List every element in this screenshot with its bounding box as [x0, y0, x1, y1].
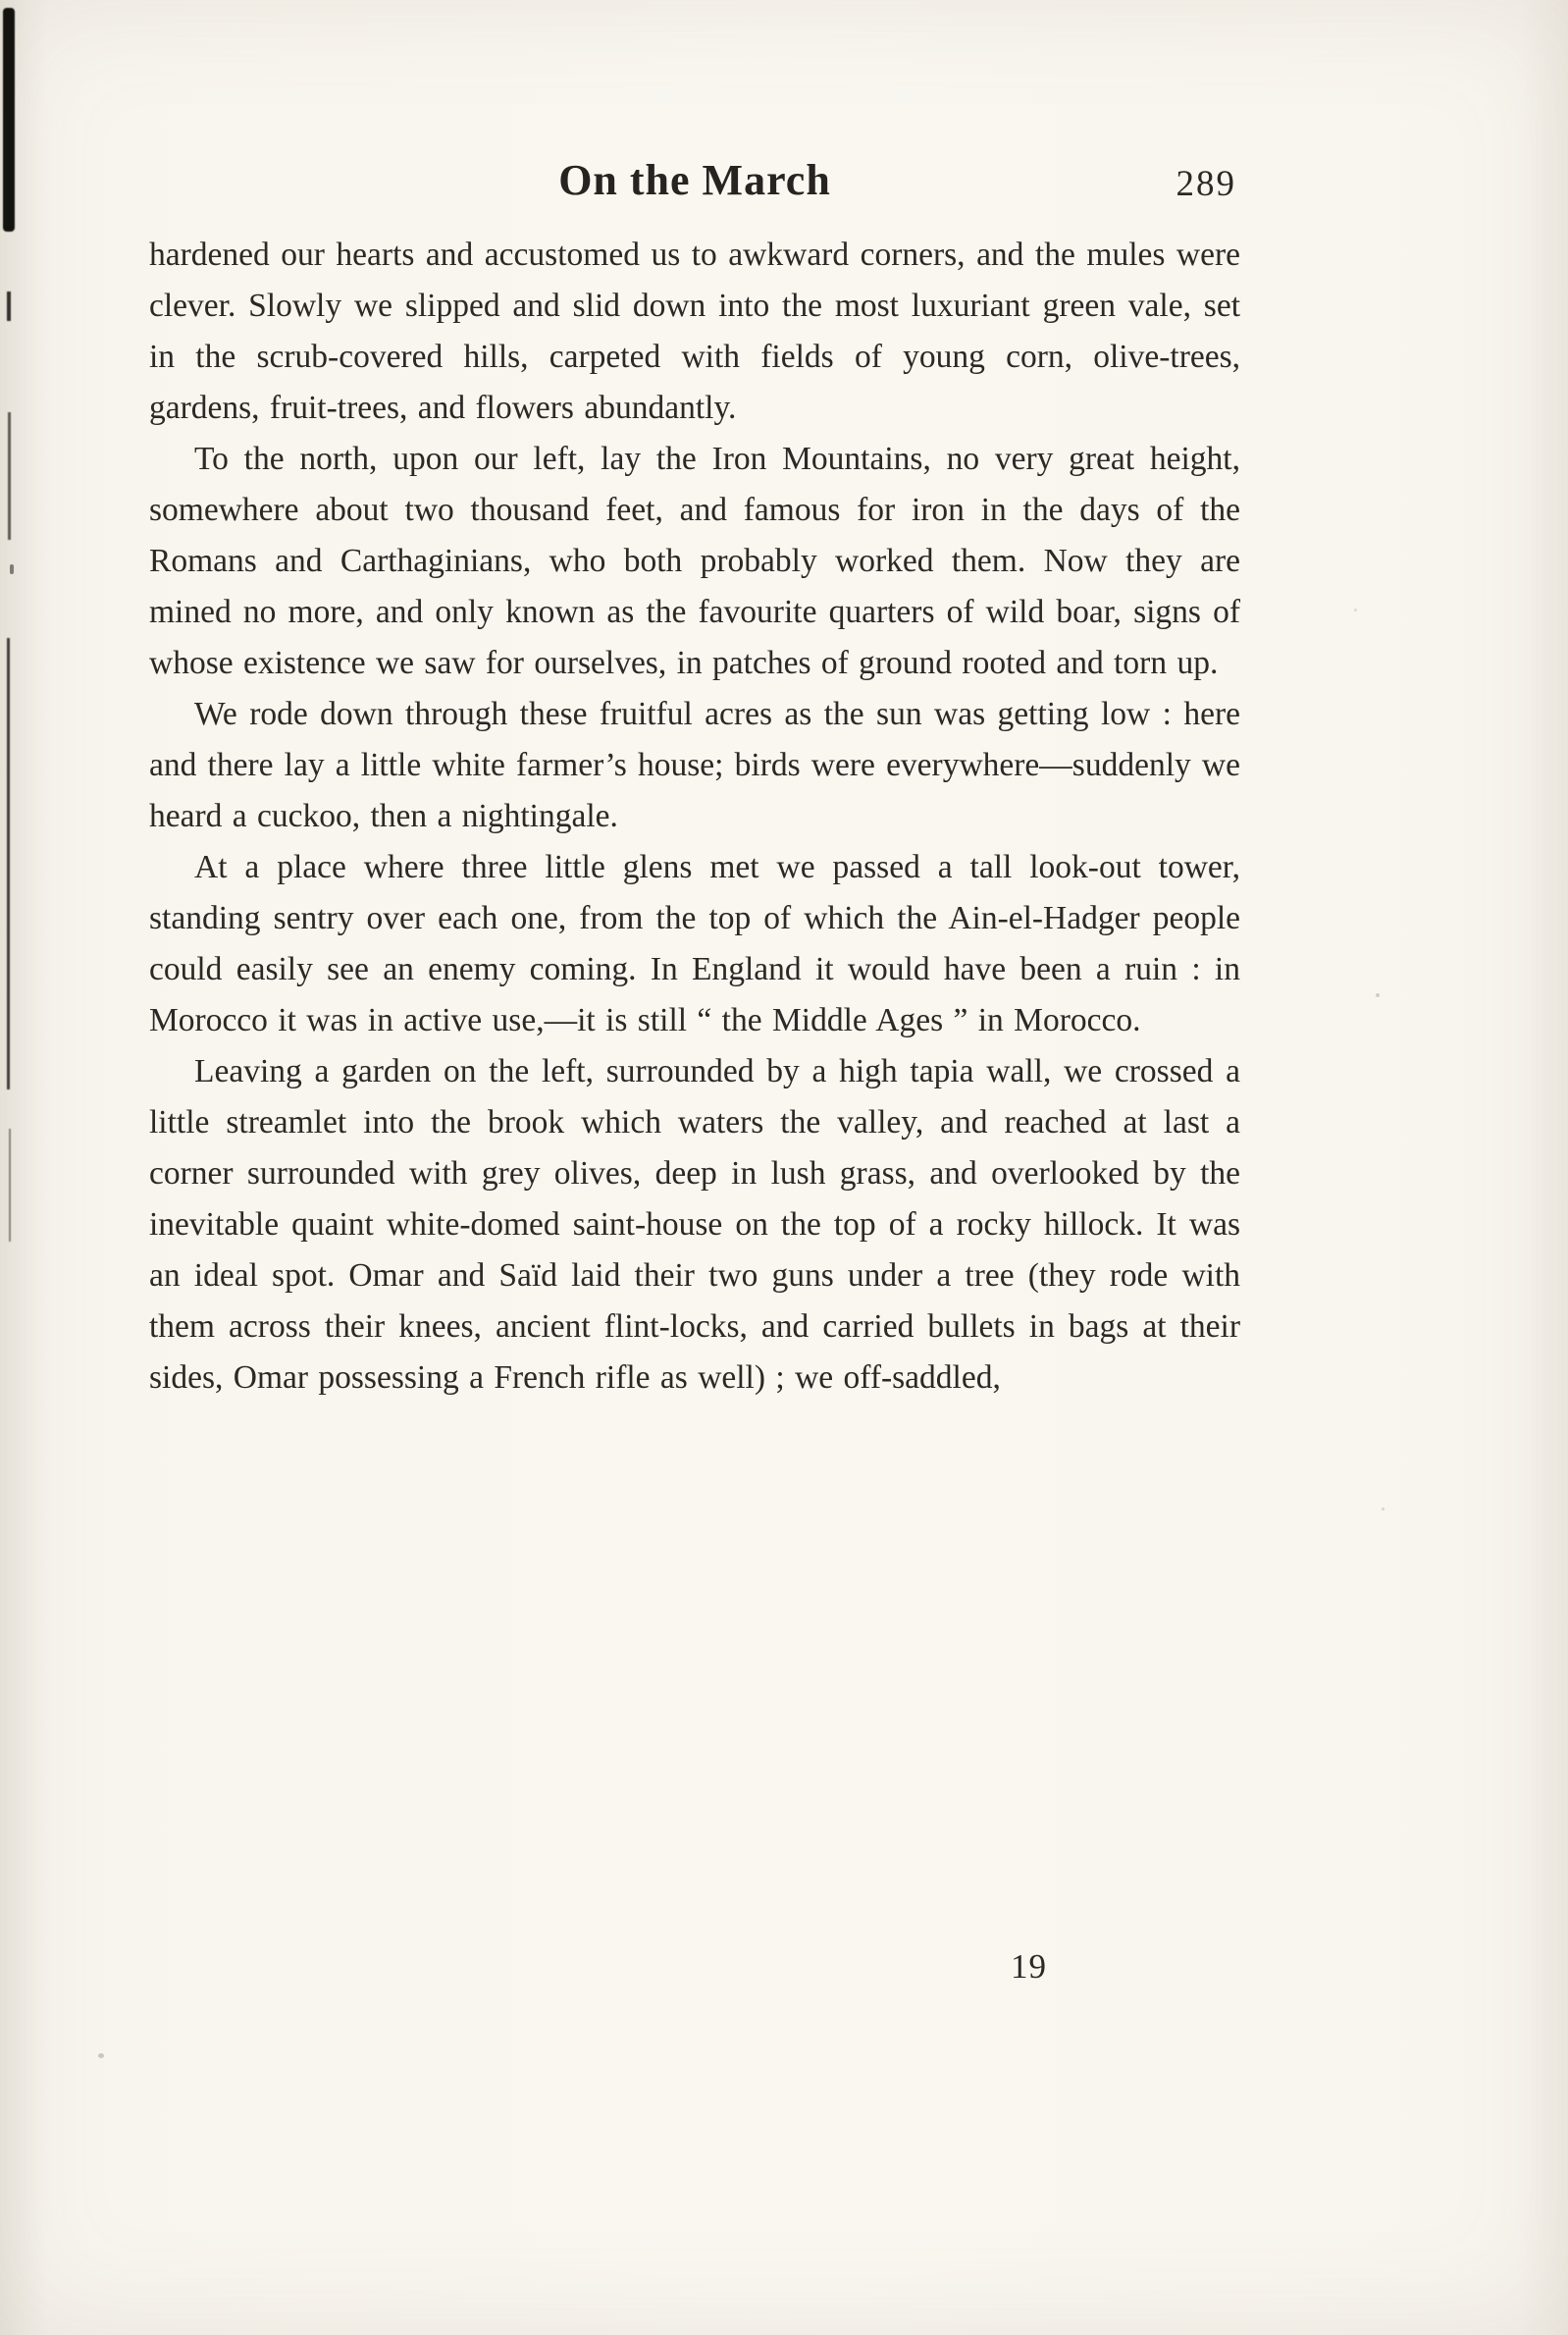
paragraph: To the north, upon our left, lay the Iron Mountains, no very great height, somewhere about two thousand feet, and famous for iron in the days of the Romans and Carthaginians, who both probably worked them. Now they are mined no more, and only known as the favourite quarters of wild boar, signs of whose existence we saw for ourselves, in patches of ground rooted and torn up.: [149, 441, 1240, 681]
paragraph: At a place where three little glens met we passed a tall look-out tower, standing sentry over each one, from the top of which the Ain-el-Hadger people could easily see an enemy coming. In England it would have been a ruin : in Morocco it was in active use,—it is still “ the Middle Ages ” in Morocco.: [149, 849, 1240, 1038]
binding-mark: [7, 638, 10, 1089]
paragraph: We rode down through these fruitful acres as the sun was getting low : here and there lay a little white farmer’s house; birds were everywhere—suddenly we heard a cuckoo, then a nightingale.: [149, 696, 1240, 834]
binding-mark: [8, 412, 11, 540]
scan-speck: [1354, 609, 1357, 611]
paragraph: Leaving a garden on the left, surrounded by a high tapia wall, we crossed a little streamlet into the brook which waters the valley, and reached at last a corner surrounded with grey olives, deep in lush grass, and overlooked by the inevitable quaint white-domed saint-house on the top of a rocky hillock. It was an ideal spot. Omar and Saïd laid their two guns under a tree (they rode with them across their knees, ancient flint-locks, and carried bullets in bags at their sides, Omar possessing a French rifle as well) ; we off-saddled,: [149, 1053, 1240, 1396]
scan-speck: [1382, 1508, 1385, 1511]
scan-speck: [98, 2053, 104, 2058]
page-header: [149, 155, 1240, 214]
chapter-title: On the March: [558, 156, 831, 204]
signature-mark: 19: [1011, 1947, 1047, 1986]
binding-mark: [9, 1129, 11, 1242]
binding-mark: [10, 564, 14, 574]
paragraph: hardened our hearts and accustomed us to awkward corners, and the mules were clever. Slowly we slipped and slid down into the most luxuriant green vale, set in the scrub-covered hills, carpeted with fields of young corn, olive-trees, gardens, fruit-trees, and flowers abundantly.: [149, 237, 1240, 426]
scan-speck: [1376, 993, 1380, 997]
text-block: [149, 230, 1240, 1404]
binding-mark: [3, 8, 15, 232]
page-number: 289: [1176, 164, 1236, 204]
binding-mark: [7, 292, 11, 321]
